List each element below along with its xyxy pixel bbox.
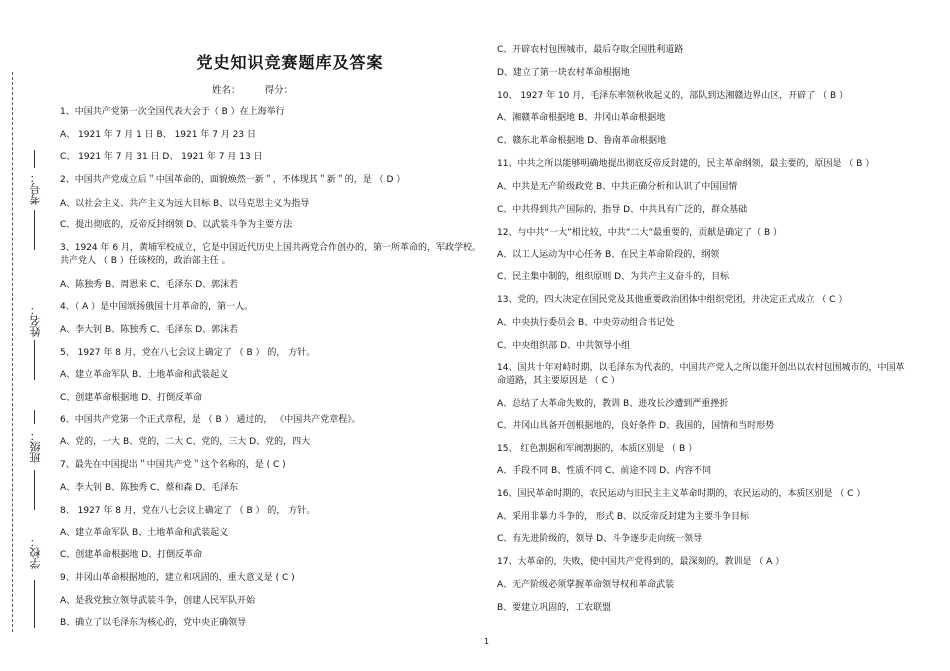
- left-question-column: [60, 0, 480, 671]
- right-question-column: [497, 0, 927, 671]
- question-line: 13、党的，四大决定在国民党及其他重要政治团体中组织党团，并决定正式成立 （ C ）: [497, 295, 848, 305]
- class-field[interactable]: [20, 410, 52, 520]
- question-line: A、总结了大革命失败的，教训 B、进攻长沙遭到严重挫折: [497, 399, 729, 409]
- question-line: 15、 红色割据和军阀割据的，本质区别是 （ B ）: [497, 444, 698, 454]
- question-line: B、确立了以毛泽东为核心的，党中央正确领导: [60, 618, 247, 628]
- school-label: 学校：: [29, 536, 42, 569]
- question-line: A、采用非暴力斗争的， 形式 B、以反帝反封建为主要斗争目标: [497, 512, 750, 522]
- school-field[interactable]: [20, 520, 52, 630]
- question-line: A、李大钊 B、陈独秀 C、蔡和森 D、毛泽东: [60, 483, 239, 493]
- question-line: 9、井冈山革命根据地的，建立和巩固的，重大意义是 ( C ): [60, 573, 295, 583]
- question-line: C、创建革命根据地 D、打倒反革命: [60, 393, 203, 403]
- question-line: C、中共得到共产国际的，指导 D、中共具有广泛的，群众基础: [497, 205, 748, 215]
- question-line: A、建立革命军队 B、土地革命和武装起义: [60, 370, 229, 380]
- question-line: 17、大革命的，失败，使中国共产党得到的，最深刻的，教训是 （ A ）: [497, 557, 785, 567]
- exam-number-label: 考号：: [29, 172, 42, 205]
- question-line: 3、1924 年 6 月，黄埔军校成立，它是中国近代历史上国共两党合作创办的，第一所革命的，军政学校。: [60, 243, 481, 253]
- question-line: C、中央组织部 D、中共领导小组: [497, 341, 631, 351]
- question-line: C、创建革命根据地 D、打倒反革命: [60, 550, 203, 560]
- question-line: 8、 1927 年 8 月，党在八七会议上确定了 （ B ） 的， 方针。: [60, 506, 316, 516]
- question-line: C、民主集中制的，组织原则 D、为共产主义奋斗的，目标: [497, 272, 730, 282]
- question-line: 共产党人 （ B ）任该校的，政治部主任 。: [60, 256, 231, 266]
- question-line: 4、（ A ）是中国颂扬俄国十月革命的，第一人。: [60, 302, 254, 312]
- question-line: C、有先进阶级的，领导 D、斗争逐步走向统一领导: [497, 534, 703, 544]
- question-line: A、中共是无产阶级政党 B、中共正确分析和认识了中国国情: [497, 182, 738, 192]
- question-line: B、要建立巩固的，工农联盟: [497, 603, 612, 613]
- question-line: A、 1921 年 7 月 1 日 B、 1921 年 7 月 23 日: [60, 130, 256, 140]
- question-line: A、是我党独立领导武装斗争，创建人民军队开始: [60, 596, 256, 606]
- question-line: 5、 1927 年 8 月，党在八七会议上确定了 （ B ） 的， 方针。: [60, 348, 316, 358]
- question-line: A、以工人运动为中心任务 B、在民主革命阶段的，纲领: [497, 250, 720, 260]
- student-name-label: 姓名：: [29, 304, 42, 337]
- exam-number-field[interactable]: [20, 150, 52, 270]
- question-line: A、党的，一大 B、党的，二大 C、党的，三大 D、党的，四大: [60, 437, 311, 447]
- question-line: A、李大钊 B、陈独秀 C、毛泽东 D、郭沫若: [60, 325, 239, 335]
- student-name-field[interactable]: [20, 290, 52, 400]
- question-line: 7、最先在中国提出＂中国共产党＂这个名称的，是 ( C ): [60, 460, 286, 470]
- question-line: 命道路，其主要原因是 （ C ）: [497, 376, 620, 386]
- question-line: 1、中国共产党第一次全国代表大会于（ B ）在上海举行: [60, 107, 285, 117]
- page-number: 1: [484, 637, 490, 646]
- binding-cut-line: [12, 72, 13, 632]
- question-line: 16、国民革命时期的，农民运动与旧民主主义革命时期的，农民运动的，本质区别是 （ C ）: [497, 489, 866, 499]
- question-line: 14、国共十年对峙时期，以毛泽东为代表的，中国共产党人之所以能开创出以农村包围城市的，中国革: [497, 363, 905, 373]
- question-line: A、以社会主义、共产主义为远大目标 B、以马克思主义为指导: [60, 199, 310, 209]
- question-line: C、赣东北革命根据地 D、鲁南革命根据地: [497, 136, 667, 146]
- question-line: A、湘赣革命根据地 B、井冈山革命根据地: [497, 113, 666, 123]
- question-line: 6、中国共产党第一个正式章程，是 （ B ） 通过的， 《中国共产党章程》。: [60, 415, 361, 425]
- question-line: A、无产阶级必须掌握革命领导权和革命武装: [497, 580, 675, 590]
- question-line: D、建立了第一块农村革命根据地: [497, 68, 630, 78]
- question-line: 12、与中共“一大”相比较，中共“二大”最重要的，贡献是确定了（ B ）: [497, 228, 783, 238]
- question-line: 11、中共之所以能够明确地提出彻底反帝反封建的，民主革命纲领，最主要的，原因是 （ B ）: [497, 159, 875, 169]
- question-line: C、开辟农村包围城市，最后夺取全国胜利道路: [497, 45, 684, 55]
- question-line: 2、中国共产党成立后＂中国革命的，面貌焕然一新＂，不体现其＂新＂的，是 （ D ）: [60, 175, 406, 185]
- class-label: 班级：: [29, 430, 42, 463]
- question-line: A、陈独秀 B、周恩来 C、毛泽东 D、郭沫若: [60, 280, 239, 290]
- question-line: C、 1921 年 7 月 31 日 D、 1921 年 7 月 13 日: [60, 152, 263, 162]
- score-label: 得分：: [264, 85, 294, 96]
- question-line: 10、 1927 年 10 月，毛泽东率领秋收起义的，部队到达湘赣边界山区，开辟了 （ B ）: [497, 91, 849, 101]
- document-title: 党史知识竞赛题库及答案: [196, 53, 384, 72]
- question-line: C、井冈山具备开创根据地的，良好条件 D、我国的，国情和当时形势: [497, 421, 775, 431]
- question-line: A、中央执行委员会 B、中央劳动组合书记处: [497, 318, 675, 328]
- name-label: 姓名：: [212, 85, 241, 96]
- question-line: C、提出彻底的，反帝反封纲领 D、以武装斗争为主要方法: [60, 220, 293, 230]
- question-line: A、建立革命军队 B、土地革命和武装起义: [60, 528, 229, 538]
- question-line: A、手段不同 B、性质不同 C、前途不同 D、内容不同: [497, 466, 712, 476]
